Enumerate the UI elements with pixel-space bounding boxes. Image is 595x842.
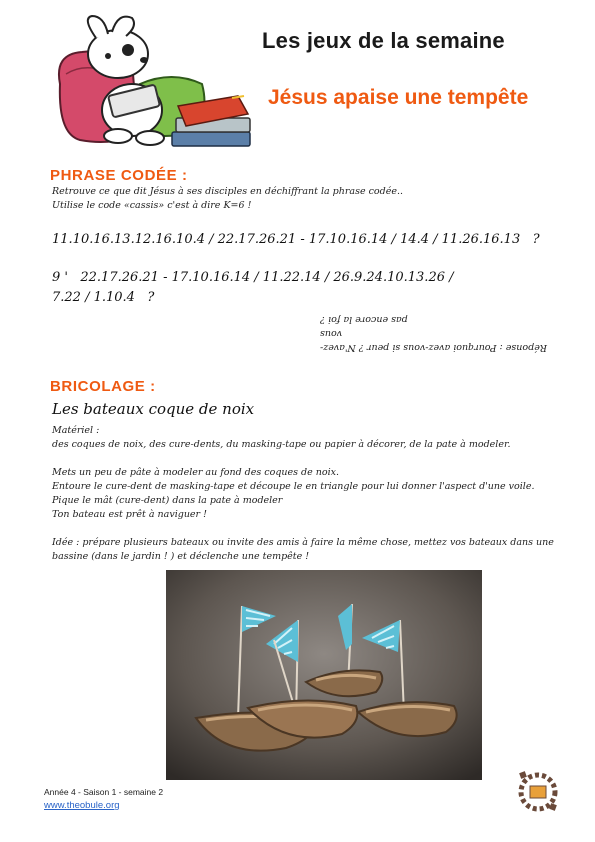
bricolage-line: Ton bateau est prêt à naviguer ! [52, 509, 207, 520]
page-subtitle: Jésus apaise une tempête [268, 86, 529, 109]
upside-down-answer [320, 312, 556, 354]
answer-line-1: Réponse : Pourquoi avez-vous si peur ? N'avez-vous [320, 328, 547, 353]
theobule-logo [512, 766, 564, 818]
bricolage-line [52, 452, 572, 466]
page-title: Les jeux de la semaine [262, 28, 505, 53]
bricolage-body [52, 424, 572, 564]
code-line-1: 11.10.16.13.12.16.10.4 / 22.17.26.21 - 17.10.16.14 / 14.4 / 11.26.16.13 ? [52, 232, 540, 247]
code-line-3: 7.22 / 1.10.4 ? [52, 290, 155, 305]
bricolage-line: Mets un peu de pâte à modeler au fond des coques de noix. [52, 467, 340, 478]
footer-season: Année 4 - Saison 1 - semaine 2 [44, 787, 164, 797]
bricolage-line: des coques de noix, des cure-dents, du masking-tape ou papier à décorer, de la pate à modeler. [52, 439, 511, 450]
phrase-instruction-2: Utilise le code «cassis» c'est à dire K=6 ! [52, 200, 252, 211]
phrase-instruction-1: Retrouve ce que dit Jésus à ses disciples en déchiffrant la phrase codée.. [52, 186, 404, 197]
bricolage-line: Idée : prépare plusieurs bateaux ou invite des amis à faire la même chose, mettez vos bateaux dans une [52, 537, 554, 548]
walnut-boats-photo [166, 570, 482, 780]
code-line-2: 9 ' 22.17.26.21 - 17.10.16.14 / 11.22.14 / 26.9.24.10.13.26 / [52, 270, 454, 285]
bricolage-title: Les bateaux coque de noix [52, 400, 255, 418]
footer-website-link[interactable]: www.theobule.org [44, 800, 120, 811]
bricolage-section-heading: BRICOLAGE : [50, 378, 156, 395]
bricolage-line: Pique le mât (cure-dent) dans la pate à modeler [52, 495, 283, 506]
answer-line-2: pas encore la foi ? [320, 314, 408, 325]
bricolage-line [52, 522, 572, 536]
bricolage-line: bassine (dans le jardin ! ) et déclenche une tempête ! [52, 551, 310, 562]
rabbit-reading-illustration [52, 14, 262, 156]
bricolage-line: Entoure le cure-dent de masking-tape et découpe le en triangle pour lui donner l'aspect d'une voile. [52, 481, 535, 492]
phrase-section-heading: PHRASE CODÉE : [50, 167, 188, 184]
bricolage-line: Matériel : [52, 425, 100, 436]
